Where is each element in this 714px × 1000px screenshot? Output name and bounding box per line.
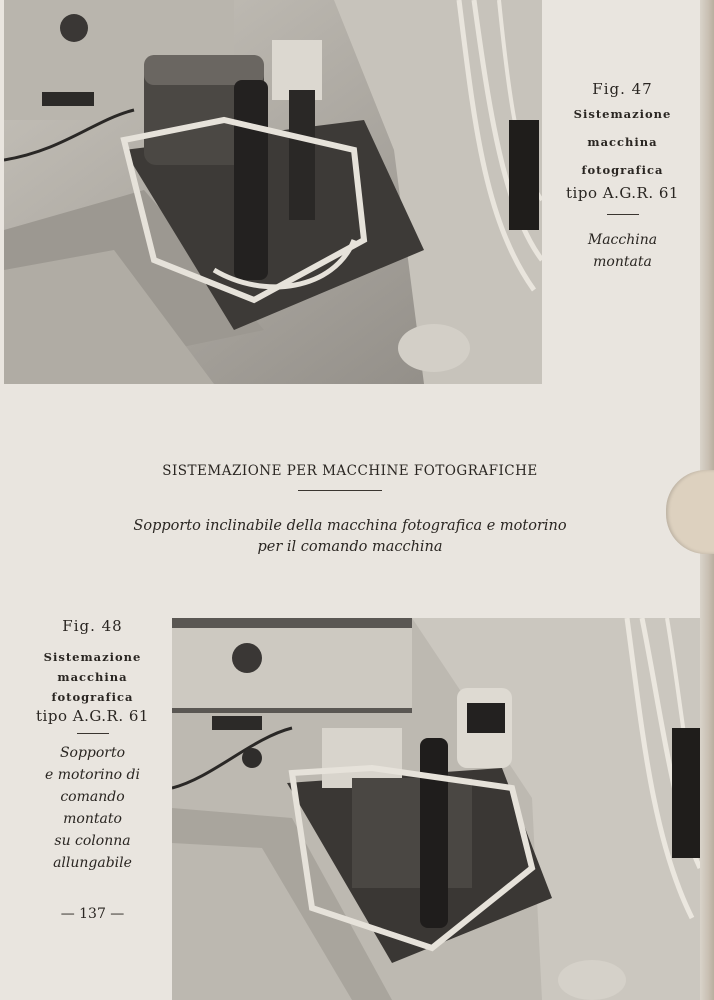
figure-47-model: tipo A.G.R. 61 [566, 184, 679, 202]
figure-47-rule [607, 214, 639, 215]
figure-47-title-line-3: fotografica [581, 163, 664, 177]
figure-48-desc-line-1: Sopporto [59, 745, 126, 761]
figure-48-title-line-3: fotografica [51, 690, 134, 704]
figure-48-title-line-1: Sistemazione [43, 650, 142, 664]
figure-48-model: tipo A.G.R. 61 [36, 707, 149, 725]
figure-48-desc-line-6: allungabile [53, 855, 132, 871]
figure-48-desc-line-2: e motorino di [45, 767, 140, 783]
figure-47-caption [560, 80, 685, 273]
figure-47-title-line-2: macchina [587, 135, 658, 149]
section-subtitle-line-2: per il comando macchina [257, 539, 443, 555]
figure-48-desc-line-3: comando [60, 789, 125, 805]
figure-48-label: Fig. 48 [62, 617, 123, 635]
figure-48-caption [20, 617, 165, 874]
page-number: — 137 — [60, 906, 125, 922]
figure-48-rule [77, 733, 109, 734]
figure-47-title-line-1: Sistemazione [573, 107, 672, 121]
figure-47-label: Fig. 47 [592, 80, 653, 98]
camera-installation-image [4, 0, 542, 384]
figure-48-desc-line-5: su colonna [54, 833, 131, 849]
figure-47-desc-line-1: Macchina [587, 232, 658, 248]
figure-48-title-line-2: macchina [57, 670, 128, 684]
figure-47-photo [4, 0, 542, 384]
section-heading: SISTEMAZIONE PER MACCHINE FOTOGRAFICHE [162, 463, 538, 479]
section-heading-rule [298, 490, 382, 491]
figure-48-desc-line-4: montato [63, 811, 122, 827]
page-tab [666, 470, 714, 554]
figure-47-desc-line-2: montata [593, 254, 652, 270]
camera-support-image [172, 618, 700, 1000]
section-subtitle-line-1: Sopporto inclinabile della macchina fotografica e motorino [133, 518, 567, 534]
section-subtitle [90, 516, 610, 558]
figure-48-photo [172, 618, 700, 1000]
